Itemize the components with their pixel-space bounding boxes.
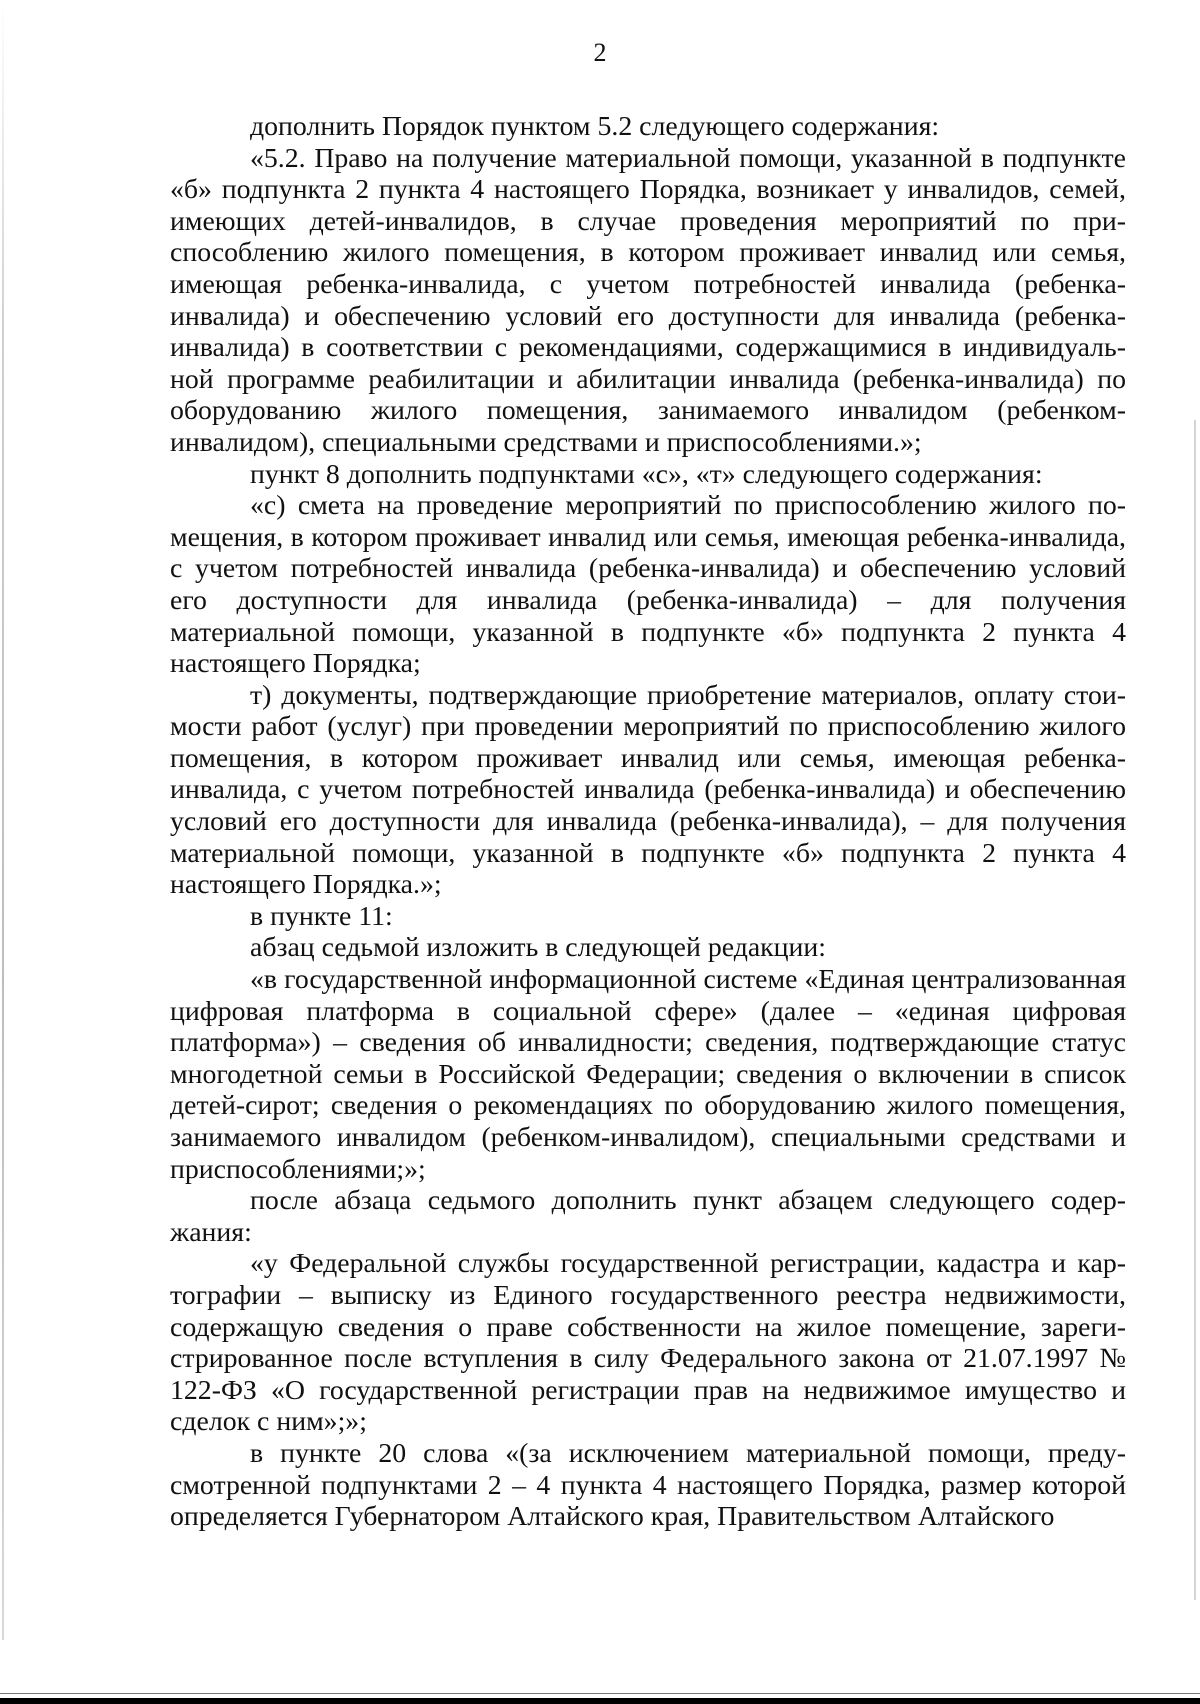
paragraph-subclause-s: «с) смета на проведение мероприятий по приспособлению жилого помещения, в котором проживает инвалид или семья, имеющая ребенка-инвалида, с учетом потребностей инвалида (ребенка-инвалида) и обеспечению условий его доступности для инвалида (ребенка-инвалида) – для получения материальной помощи, указанной в подпункте «б» подпункта 2 пункта 4 настоящего Порядка;: [170, 490, 1126, 680]
paragraph-amend-5-2-intro: дополнить Порядок пунктом 5.2 следующего содержания:: [250, 111, 940, 142]
paragraph-clause-5-2: «5.2. Право на получение материальной помощи, указанной в подпункте «б» подпункта 2 пункта 4 настоящего Порядка, возникает у инвалидов, семей, имеющих детей-инвалидов, в случае проведения мероприятий по приспособлению жилого помещения, в котором проживает инвалид или семья, имеющая ребенка-инвалида, с учетом потребностей инвалида (ребенка-инвалида) и обеспечению условий его доступности для инвалида (ребенка-инвалида) в соответствии с рекомендациями, содержащимися в индивидуальной программе реабилитации и абилитации инвалида (ребенка-инвалида) по оборудованию жилого помещения, занимаемого инвалидом (ребенком-инвалидом), специальными средствами и приспособлениями.»;: [170, 142, 1126, 458]
paragraph-amend-11-intro: в пункте 11:: [250, 900, 393, 932]
paragraph-amend-20: в пункте 20 слова «(за исключением материальной помощи, предусмотренной подпунктами 2 – 4 пункта 4 настоящего Порядка, размер которой определяется Губернатором Алтайского края, Правительством Алтайского: [170, 1437, 1126, 1533]
paragraph-abzac-7-intro: абзац седьмой изложить в следующей редакции:: [250, 932, 827, 964]
scan-bottom-line: [0, 1693, 1200, 1694]
scan-right-edge-shadow: [1194, 420, 1196, 1600]
paragraph-abzac-7-text: «в государственной информационной системе «Единая централизованная цифровая платформа в социальной сфере» (далее – «единая цифровая платформа») – сведения об инвалидности; сведения, подтверждающие статус многодетной семьи в Российской Федерации; сведения о включении в список детей-сирот; сведения о рекомендациях по оборудованию жилого помещения, занимаемого инвалидом (ребенком-инвалидом), специальными средствами и приспособлениями;»;: [170, 964, 1126, 1185]
paragraph-amend-8-intro: пункт 8 дополнить подпунктами «с», «т» следующего содержания:: [250, 458, 1043, 490]
scan-left-edge-shadow: [2, 0, 4, 1640]
scan-bottom-border: [0, 1698, 1200, 1704]
paragraph-add-abzac-intro: после абзаца седьмого дополнить пункт абзацем следующего содержания:: [170, 1185, 1126, 1248]
paragraph-subclause-t: т) документы, подтверждающие приобретение материалов, оплату стоимости работ (услуг) при проведении мероприятий по приспособлению жилого помещения, в котором проживает инвалид или семья, имеющая ребенка-инвалида, с учетом потребностей инвалида (ребенка-инвалида) и обеспечению условий его доступности для инвалида (ребенка-инвалида), – для получения материальной помощи, указанной в подпункте «б» подпункта 2 пункта 4 настоящего Порядка.»;: [170, 679, 1126, 901]
paragraph-rosreestr-text: «у Федеральной службы государственной регистрации, кадастра и картографии – выписку из Единого государственного реестра недвижимости, содержащую сведения о праве собственности на жилое помещение, зарегистрированное после вступления в силу Федерального закона от 21.07.1997 № 122-ФЗ «О государственной регистрации прав на недвижимое имущество и сделок с ним»;»;: [170, 1248, 1126, 1438]
document-body: [170, 111, 1126, 1533]
page-number: 2: [593, 38, 607, 67]
